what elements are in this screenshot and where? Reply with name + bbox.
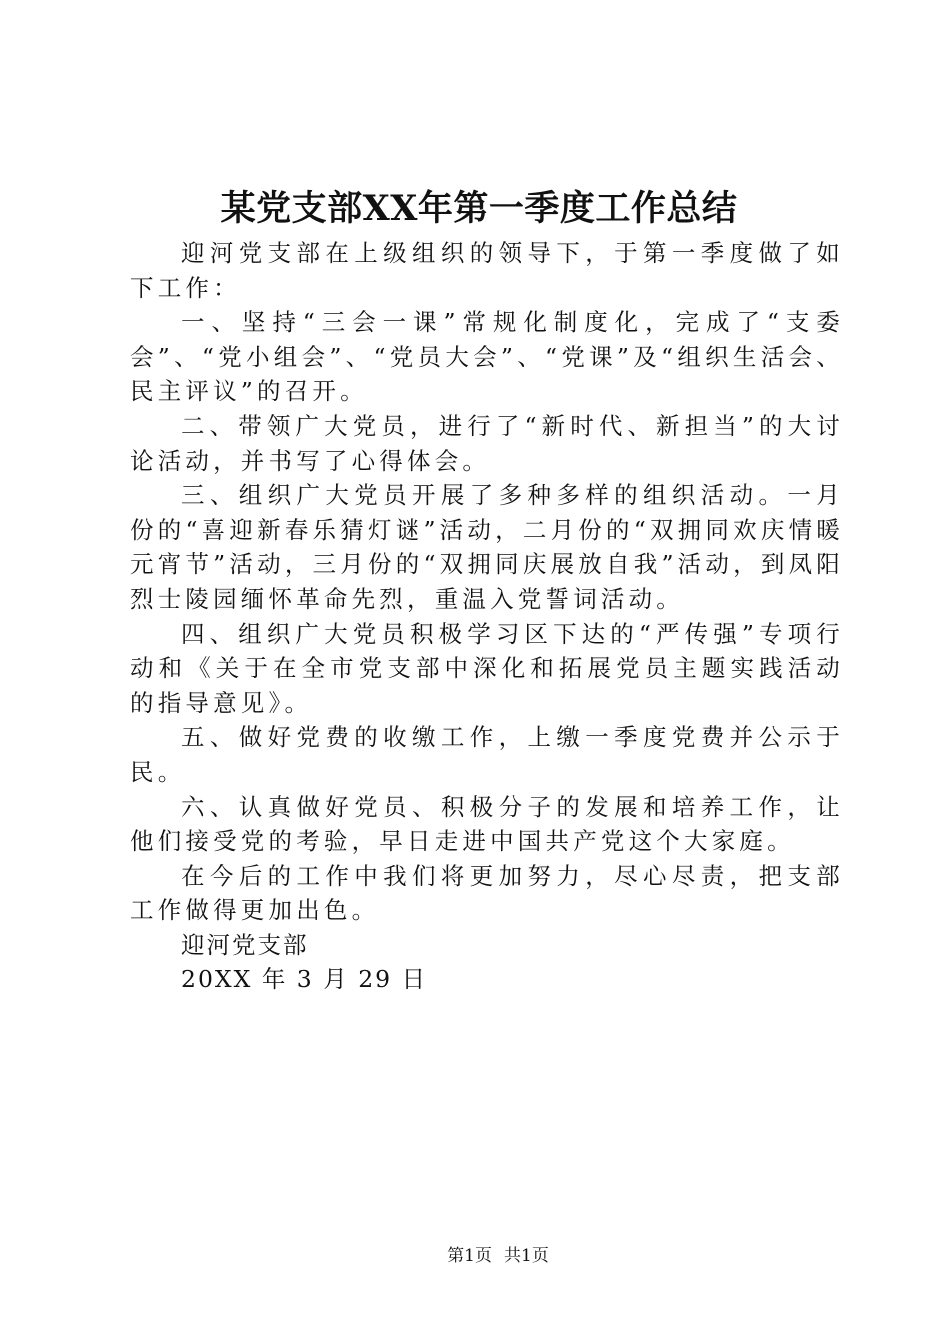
paragraph-item-5: 五、做好党费的收缴工作，上缴一季度党费并公示于民。 (130, 723, 844, 786)
paragraph-intro: 迎河党支部在上级组织的领导下，于第一季度做了如下工作： (130, 239, 844, 302)
page-number: 第1页 (447, 1246, 492, 1266)
page-footer (0, 1244, 950, 1268)
signature: 迎河党支部 (181, 930, 309, 959)
page-total: 共1页 (504, 1246, 549, 1266)
paragraph-item-4: 四、组织广大党员积极学习区下达的“严传强”专项行动和《关于在全市党支部中深化和拓展党员主题实践活动的指导意见》。 (130, 619, 844, 717)
paragraph-item-2: 二、带领广大党员，进行了“新时代、新担当”的大讨论活动，并书写了心得体会。 (130, 411, 844, 475)
paragraph-item-3: 三、组织广大党员开展了多种多样的组织活动。一月份的“喜迎新春乐猜灯谜”活动，二月份的“双拥同欢庆情暖元宵节”活动，三月份的“双拥同庆展放自我”活动，到凤阳烈士陵园缅怀革命先烈，重温入党誓词活动。 (130, 481, 844, 613)
paragraph-item-6: 六、认真做好党员、积极分子的发展和培养工作，让他们接受党的考验，早日走进中国共产党这个大家庭。 (130, 792, 844, 856)
document-body (130, 236, 844, 997)
paragraph-item-1: 一、坚持“三会一课”常规化制度化，完成了“支委会”、“党小组会”、“党员大会”、“党课”及“组织生活会、民主评议”的召开。 (130, 308, 844, 406)
paragraph-closing: 在今后的工作中我们将更加努力，尽心尽责，把支部工作做得更加出色。 (130, 861, 844, 925)
document-date: 20XX 年 3 月 29 日 (181, 965, 428, 994)
document-title: 某党支部XX年第一季度工作总结 (220, 188, 738, 229)
